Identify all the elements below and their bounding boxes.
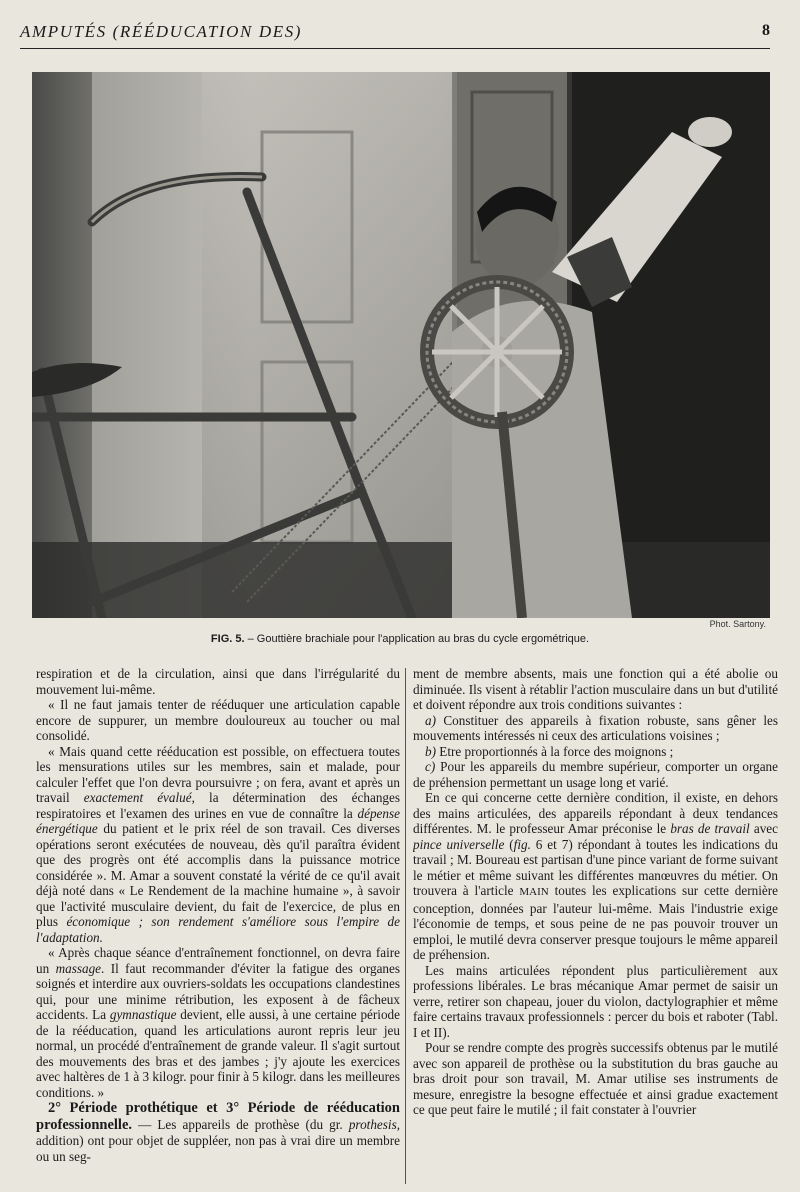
paragraph: « Après chaque séance d'entraînement fonctionnel, on devra faire un massage. Il faut recommander d'éviter la fatigue des organes soignés et interdire aux ouvriers-soldats les occupations clandestines qui, pour une minime rétribution, les exposent à de fâcheux accidents. La gymnastique devient, elle aussi, à une certaine période de la rééducation, quand les articulations auront repris leur jeu normal, un procédé d'entraînement de grande valeur. Il s'agit surtout des mouvements des bras et des jambes ; j'y ajoute les exercices avec haltères de 1 à 3 kilogr. pour finir à 5 kilogr. dans les meilleures conditions. » <box>36 945 400 1100</box>
figure-caption <box>0 633 800 645</box>
list-item: c) Pour les appareils du membre supérieur, comporter un organe de préhension permettant un usage long et varié. <box>413 759 778 790</box>
paragraph: « Il ne faut jamais tenter de rééduquer une articulation capable encore de suppurer, un membre douloureux au toucher ou mal consolidé. <box>36 697 400 743</box>
paragraph: Pour se rendre compte des progrès successifs obtenus par le mutilé avec son appareil de prothèse ou la substitution du bras gauche au bras droit pour son travail, M. Amar utilise ses instruments de mesure, enregistre la besogne effectuée et ainsi gradue exactement ce que peut faire le mutilé ; il fait constater à l'ouvrier <box>413 1040 778 1117</box>
column-rule <box>405 668 406 1184</box>
page-number: 8 <box>762 22 770 39</box>
header-title: AMPUTÉS (RÉÉDUCATION DES) <box>20 22 303 41</box>
paragraph: ment de membre absents, mais une fonction qui a été abolie ou diminuée. Ils visent à rétablir l'action musculaire dans un but d'utilité et doivent répondre aux trois conditions suivantes : <box>413 666 778 712</box>
photo-credit: Phot. Sartony. <box>709 619 766 629</box>
caption-label: FIG. 5. <box>210 633 245 645</box>
right-column <box>413 666 778 1186</box>
caption-text: – Gouttière brachiale pour l'application au bras du cycle ergométrique. <box>244 633 590 645</box>
paragraph: En ce qui concerne cette dernière condition, il existe, en dehors des mains articulées, des appareils répondant à deux tendances différentes. M. le professeur Amar préconise le bras de travail avec pince universelle (fig. 6 et 7) répondant à toutes les indications du travail ; M. Boureau est partisan d'une pince variant de forme suivant le métier et même suivant les différentes manœuvres du métier. On trouvera à l'article MAIN toutes les explications sur cette dernière conception, données par l'auteur lui-même. Mais l'industrie exige l'économie de temps, et sous peine de ne pas pouvoir trouver un emploi, le mutilé devra conserver presque toujours le même appareil de préhension. <box>413 790 778 962</box>
photo-illustration <box>32 72 770 618</box>
left-column <box>36 666 400 1186</box>
paragraph: Les mains articulées répondent plus particulièrement aux professions libérales. Le bras mécanique Amar permet de saisir un verre, retirer son chapeau, jouer du violon, dactylographier et même faire certains travaux professionnels : percer du bois et raboter (Tabl. I et II). <box>413 962 778 1040</box>
list-item: b) Etre proportionnés à la force des moignons ; <box>425 743 674 759</box>
paragraph: respiration et de la circulation, ainsi que dans l'irrégularité du mouvement lui-même. <box>36 666 400 697</box>
section-heading: 2° Période prothétique et 3° Période de rééducation professionnelle. <box>36 1100 400 1133</box>
running-header <box>20 22 770 49</box>
paragraph: « Mais quand cette rééducation est possible, on effectuera toutes les mensurations utiles sur les membres, sain et malade, pour calculer l'effet que l'on devra poursuivre ; on fera, avant et après un travail exactement évalué, la détermination des échanges respiratoires et l'examen des urines en vue de connaître la dépense énergétique du patient et le prix réel de son travail. Ces diverses opérations seront exécutées de nouveau, dès qu'il paraîtra évident que des progrès ont été accomplis dans la puissance motrice considérée ». M. Amar a souvent constaté la vérité de ce qu'il avait déjà noté dans « Le Rendement de la machine humaine », à savoir que l'activité musculaire devient, du fait de l'exercice, de plus en plus économique ; son rendement s'améliore sous l'empire de l'adaptation. <box>36 743 400 945</box>
section-paragraph: 2° Période prothétique et 3° Période de rééducation professionnelle. — Les appareils de prothèse (du gr. prothesis, addition) ont pour objet de suppléer, non pas à vrai dire un membre ou un seg- <box>36 1100 400 1164</box>
photograph <box>32 72 770 618</box>
list-item: a) Constituer des appareils à fixation robuste, sans gêner les mouvements intéressés ni ceux des articulations voisines ; <box>413 712 778 743</box>
